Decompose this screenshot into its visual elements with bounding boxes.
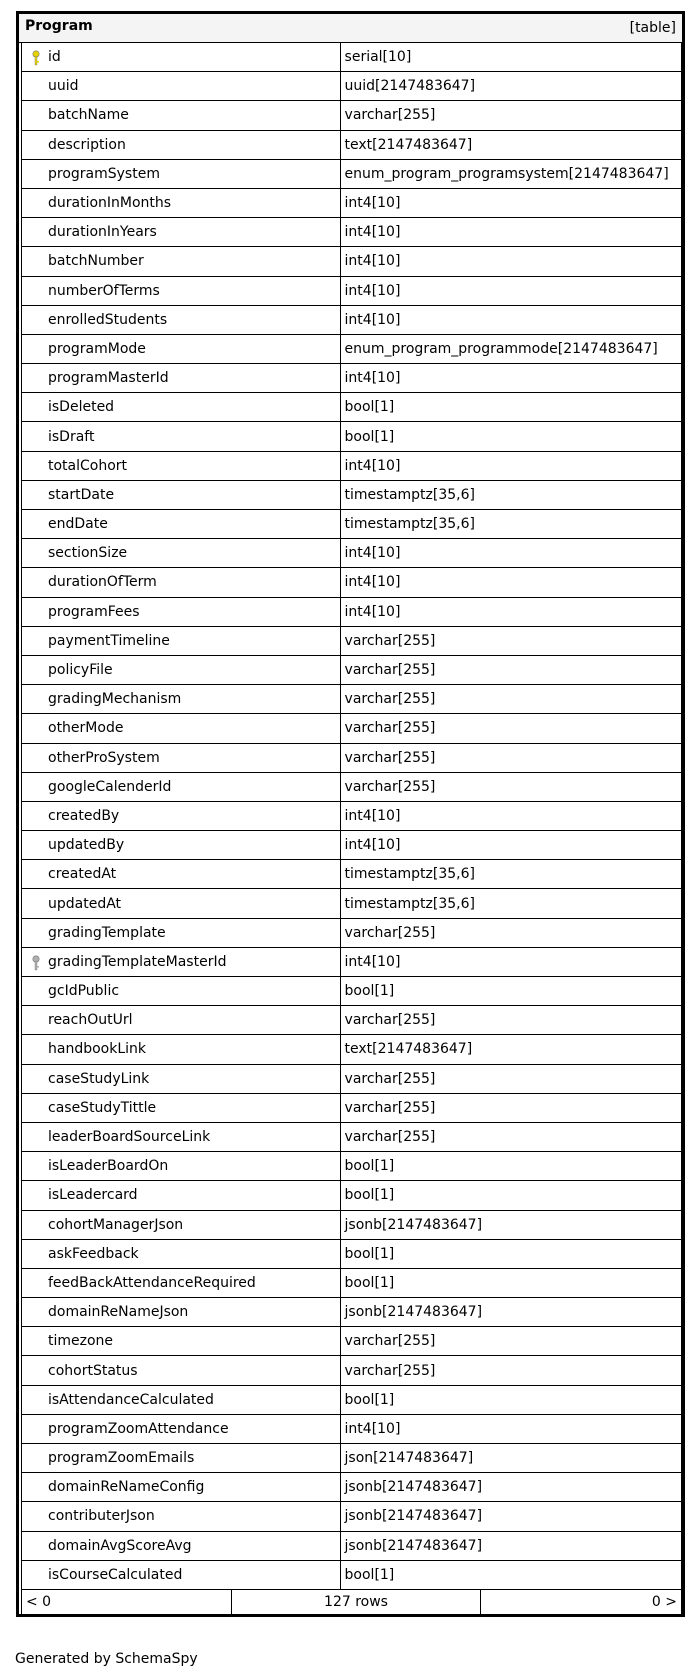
column-name-cell — [21, 131, 341, 160]
column-name-cell — [21, 218, 341, 247]
column-name: contributerJson — [48, 1508, 155, 1525]
column-type: varchar[255] — [341, 1006, 682, 1035]
column-row[interactable] — [19, 277, 682, 306]
column-name-cell — [21, 43, 341, 72]
column-name-cell — [21, 1123, 341, 1152]
column-row[interactable] — [19, 393, 682, 422]
column-name: isDraft — [48, 428, 95, 445]
column-row[interactable] — [19, 1444, 682, 1473]
column-type: varchar[255] — [341, 919, 682, 948]
column-name: domainReNameConfig — [48, 1479, 205, 1496]
column-row[interactable] — [19, 773, 682, 802]
column-row[interactable] — [19, 422, 682, 451]
column-name-cell — [21, 72, 341, 101]
column-row[interactable] — [19, 1356, 682, 1385]
column-name: sectionSize — [48, 545, 128, 562]
column-name: domainReNameJson — [48, 1304, 189, 1321]
column-type: jsonb[2147483647] — [341, 1532, 682, 1561]
column-row[interactable] — [19, 714, 682, 743]
column-name: otherMode — [48, 720, 124, 737]
column-type: int4[10] — [341, 539, 682, 568]
column-type: bool[1] — [341, 1386, 682, 1415]
column-name-cell — [21, 1502, 341, 1531]
column-name-cell — [21, 160, 341, 189]
column-name: handbookLink — [48, 1041, 147, 1058]
column-type: timestamptz[35,6] — [341, 889, 682, 918]
column-type: bool[1] — [341, 1181, 682, 1210]
column-row[interactable] — [19, 948, 682, 977]
column-name-cell — [21, 422, 341, 451]
column-list — [19, 43, 682, 1590]
column-type: bool[1] — [341, 393, 682, 422]
column-name-cell — [21, 306, 341, 335]
column-type: varchar[255] — [341, 1327, 682, 1356]
column-row[interactable] — [19, 306, 682, 335]
column-name: durationOfTerm — [48, 574, 157, 591]
column-name: createdBy — [48, 807, 120, 824]
column-name-cell — [21, 481, 341, 510]
column-type: json[2147483647] — [341, 1444, 682, 1473]
column-name: programZoomEmails — [48, 1450, 195, 1467]
column-row[interactable] — [19, 247, 682, 276]
parent-count[interactable]: < 0 — [22, 1590, 232, 1614]
column-type: timestamptz[35,6] — [341, 510, 682, 539]
column-row[interactable] — [19, 539, 682, 568]
column-name-cell — [21, 889, 341, 918]
column-name-cell — [21, 1269, 341, 1298]
column-type: varchar[255] — [341, 1123, 682, 1152]
column-name-cell — [21, 1240, 341, 1269]
column-row[interactable] — [19, 1181, 682, 1210]
column-type: enum_program_programsystem[2147483647] — [341, 160, 682, 189]
column-type: varchar[255] — [341, 685, 682, 714]
column-name-cell — [21, 247, 341, 276]
column-row[interactable] — [19, 627, 682, 656]
column-name-cell — [21, 1473, 341, 1502]
column-name-cell — [21, 1035, 341, 1064]
column-name: uuid — [48, 78, 79, 95]
column-type: jsonb[2147483647] — [341, 1473, 682, 1502]
column-name: endDate — [48, 516, 108, 533]
column-type: bool[1] — [341, 422, 682, 451]
column-row[interactable] — [19, 1065, 682, 1094]
column-name: leaderBoardSourceLink — [48, 1129, 211, 1146]
column-type: jsonb[2147483647] — [341, 1211, 682, 1240]
column-name-cell — [21, 1211, 341, 1240]
column-name: paymentTimeline — [48, 632, 170, 649]
column-name: askFeedback — [48, 1245, 139, 1262]
column-name-cell — [21, 1386, 341, 1415]
child-count[interactable]: 0 > — [651, 1594, 677, 1610]
column-name: programMode — [48, 340, 146, 357]
column-name-cell — [21, 919, 341, 948]
primary-key-icon — [31, 50, 41, 66]
column-name-cell — [21, 568, 341, 597]
column-row[interactable] — [19, 1035, 682, 1064]
column-type: int4[10] — [341, 364, 682, 393]
column-name: batchName — [48, 107, 129, 124]
column-row[interactable] — [19, 1327, 682, 1356]
column-type: jsonb[2147483647] — [341, 1502, 682, 1531]
column-type: text[2147483647] — [341, 131, 682, 160]
column-row[interactable] — [19, 598, 682, 627]
program-table — [16, 11, 685, 1617]
column-row[interactable] — [19, 1532, 682, 1561]
column-type: int4[10] — [341, 1415, 682, 1444]
column-name-cell — [21, 802, 341, 831]
column-name-cell — [21, 393, 341, 422]
column-name: enrolledStudents — [48, 311, 168, 328]
column-name: programSystem — [48, 165, 160, 182]
column-name: programFees — [48, 603, 140, 620]
column-row[interactable] — [19, 656, 682, 685]
column-name: isAttendanceCalculated — [48, 1391, 214, 1408]
column-name-cell — [21, 1298, 341, 1327]
column-name: programMasterId — [48, 370, 169, 387]
column-name-cell — [21, 1181, 341, 1210]
column-type: timestamptz[35,6] — [341, 860, 682, 889]
column-row[interactable] — [19, 364, 682, 393]
column-type: int4[10] — [341, 948, 682, 977]
column-name-cell — [21, 539, 341, 568]
column-name: isDeleted — [48, 399, 115, 416]
column-name: isLeadercard — [48, 1187, 138, 1204]
column-name-cell — [21, 685, 341, 714]
column-name-cell — [21, 1094, 341, 1123]
column-name-cell — [21, 1356, 341, 1385]
column-row[interactable] — [19, 452, 682, 481]
foreign-key-icon — [31, 955, 41, 971]
column-type: int4[10] — [341, 568, 682, 597]
column-row[interactable] — [19, 744, 682, 773]
column-type: int4[10] — [341, 802, 682, 831]
column-row[interactable] — [19, 43, 682, 72]
column-name-cell — [21, 656, 341, 685]
column-type: int4[10] — [341, 831, 682, 860]
column-name-cell — [21, 1065, 341, 1094]
column-row[interactable] — [19, 131, 682, 160]
column-name-cell — [21, 510, 341, 539]
column-row[interactable] — [19, 919, 682, 948]
column-row[interactable] — [19, 977, 682, 1006]
column-row[interactable] — [19, 1561, 682, 1590]
column-name: timezone — [48, 1333, 114, 1350]
column-name-cell — [21, 452, 341, 481]
column-type: int4[10] — [341, 598, 682, 627]
column-row[interactable] — [19, 685, 682, 714]
column-row[interactable] — [19, 1211, 682, 1240]
table-header — [19, 14, 682, 43]
column-name-cell — [21, 1152, 341, 1181]
column-row[interactable] — [19, 160, 682, 189]
column-name: startDate — [48, 486, 115, 503]
column-type: timestamptz[35,6] — [341, 481, 682, 510]
column-name: updatedAt — [48, 895, 122, 912]
column-name: gradingTemplate — [48, 924, 166, 941]
column-type: varchar[255] — [341, 744, 682, 773]
column-type: varchar[255] — [341, 656, 682, 685]
column-name-cell — [21, 364, 341, 393]
column-name-cell — [21, 627, 341, 656]
column-name: domainAvgScoreAvg — [48, 1537, 192, 1554]
column-name-cell — [21, 189, 341, 218]
column-type: jsonb[2147483647] — [341, 1298, 682, 1327]
column-row[interactable] — [19, 860, 682, 889]
column-row[interactable] — [19, 889, 682, 918]
column-type: int4[10] — [341, 306, 682, 335]
column-row[interactable] — [19, 802, 682, 831]
column-name: updatedBy — [48, 837, 125, 854]
column-name-cell — [21, 101, 341, 130]
column-name: caseStudyTittle — [48, 1099, 157, 1116]
column-row[interactable] — [19, 1152, 682, 1181]
column-name-cell — [21, 977, 341, 1006]
column-name-cell — [21, 1561, 341, 1590]
column-name-cell — [21, 1327, 341, 1356]
column-row[interactable] — [19, 1386, 682, 1415]
column-name: feedBackAttendanceRequired — [48, 1274, 256, 1291]
column-name: gcIdPublic — [48, 983, 120, 1000]
column-name: cohortManagerJson — [48, 1216, 184, 1233]
column-name-cell — [21, 831, 341, 860]
column-type: bool[1] — [341, 1269, 682, 1298]
column-type: varchar[255] — [341, 714, 682, 743]
column-name: createdAt — [48, 866, 117, 883]
column-type: enum_program_programmode[2147483647] — [341, 335, 682, 364]
column-name-cell — [21, 948, 341, 977]
column-name-cell — [21, 1532, 341, 1561]
column-type: varchar[255] — [341, 627, 682, 656]
column-row[interactable] — [19, 218, 682, 247]
column-row[interactable] — [19, 101, 682, 130]
column-row[interactable] — [19, 72, 682, 101]
column-type: uuid[2147483647] — [341, 72, 682, 101]
column-row[interactable] — [19, 510, 682, 539]
column-name: durationInYears — [48, 224, 157, 241]
column-name: description — [48, 136, 126, 153]
column-type: bool[1] — [341, 1152, 682, 1181]
table-title: Program — [25, 18, 93, 34]
column-name-cell — [21, 335, 341, 364]
column-name: cohortStatus — [48, 1362, 138, 1379]
column-row[interactable] — [19, 1502, 682, 1531]
column-row[interactable] — [19, 1240, 682, 1269]
column-name: gradingTemplateMasterId — [48, 953, 227, 970]
column-type: text[2147483647] — [341, 1035, 682, 1064]
column-name-cell — [21, 277, 341, 306]
column-name: googleCalenderId — [48, 778, 172, 795]
column-row[interactable] — [19, 1123, 682, 1152]
column-name: durationInMonths — [48, 195, 172, 212]
column-type: serial[10] — [341, 43, 682, 72]
column-row[interactable] — [19, 1473, 682, 1502]
column-row[interactable] — [19, 335, 682, 364]
column-type: int4[10] — [341, 189, 682, 218]
column-name: totalCohort — [48, 457, 128, 474]
column-row[interactable] — [19, 1094, 682, 1123]
column-name: id — [48, 49, 61, 66]
column-type: varchar[255] — [341, 101, 682, 130]
column-name-cell — [21, 860, 341, 889]
column-type: varchar[255] — [341, 773, 682, 802]
column-name-cell — [21, 714, 341, 743]
column-row[interactable] — [19, 1006, 682, 1035]
column-type: bool[1] — [341, 1561, 682, 1590]
column-name: otherProSystem — [48, 749, 160, 766]
table-footer — [21, 1590, 682, 1614]
column-row[interactable] — [19, 1298, 682, 1327]
column-type: bool[1] — [341, 1240, 682, 1269]
column-type: int4[10] — [341, 452, 682, 481]
column-row[interactable] — [19, 568, 682, 597]
column-type: int4[10] — [341, 218, 682, 247]
column-type: int4[10] — [341, 247, 682, 276]
column-row[interactable] — [19, 831, 682, 860]
column-name: caseStudyLink — [48, 1070, 150, 1087]
column-name: batchNumber — [48, 253, 144, 270]
column-type: varchar[255] — [341, 1065, 682, 1094]
column-row[interactable] — [19, 481, 682, 510]
column-name: programZoomAttendance — [48, 1420, 229, 1437]
column-type: int4[10] — [341, 277, 682, 306]
column-row[interactable] — [19, 189, 682, 218]
generated-by-label: Generated by SchemaSpy — [15, 1651, 198, 1667]
column-row[interactable] — [19, 1269, 682, 1298]
column-name-cell — [21, 744, 341, 773]
column-name-cell — [21, 773, 341, 802]
column-name: isLeaderBoardOn — [48, 1158, 169, 1175]
column-name: numberOfTerms — [48, 282, 160, 299]
column-type: varchar[255] — [341, 1094, 682, 1123]
column-name-cell — [21, 1444, 341, 1473]
table-kind-label: [table] — [629, 20, 676, 36]
column-name-cell — [21, 598, 341, 627]
column-name-cell — [21, 1415, 341, 1444]
column-type: bool[1] — [341, 977, 682, 1006]
column-name: gradingMechanism — [48, 691, 182, 708]
column-name: policyFile — [48, 662, 113, 679]
row-count: 127 rows — [232, 1590, 481, 1614]
column-name-cell — [21, 1006, 341, 1035]
column-type: varchar[255] — [341, 1356, 682, 1385]
column-row[interactable] — [19, 1415, 682, 1444]
column-name: reachOutUrl — [48, 1012, 133, 1029]
column-name: isCourseCalculated — [48, 1566, 183, 1583]
